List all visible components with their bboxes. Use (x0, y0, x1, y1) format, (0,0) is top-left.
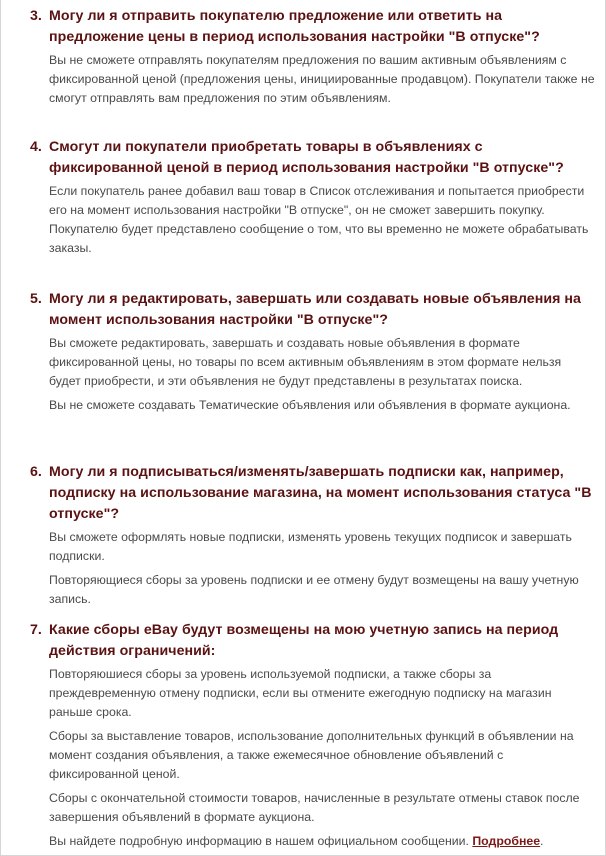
faq-number: 7. (30, 622, 42, 638)
faq-final-text: Вы найдете подробную информацию в нашем официальном сообщении. (49, 834, 469, 848)
faq-number: 3. (30, 8, 42, 24)
faq-answer: Повторяющиеся сборы за уровень подписки и ее отмену будут возмещены на вашу учетную запись. (49, 573, 579, 606)
faq-item-3 (1, 6, 605, 108)
more-info-link[interactable]: Подробнее (472, 834, 541, 848)
faq-answer: Вы сможете оформлять новые подписки, изменять уровень текущих подписок и завершать подписки. (49, 530, 572, 563)
faq-question: Могу ли я подписываться/изменять/завершать подписки как, например, подписку на использование магазина, на момент использования статуса "В отпуске"? (49, 464, 592, 522)
faq-answer: Вы не сможете отправлять покупателям предложения по вашим активным объявлениям с фиксированной ценой (предложения цены, инициированные продавцом). Покупатели также не смогут отправлять вам предложения по этим объявлениям. (49, 53, 595, 105)
faq-answer: Сборы за выставление товаров, использование дополнительных функций в объявлении на момент создания объявления, а также ежемесячное обновление объявлений с фиксированной ценой. (49, 729, 574, 781)
faq-answer: Повторяюшиеся сборы за уровень используемой подписки, а также сборы за преждевременную отмену подписки, если вы отмените ежегодную подписку на магазин раньше срока. (49, 667, 552, 719)
faq-number: 5. (30, 291, 42, 307)
faq-item-4 (1, 137, 605, 258)
faq-question: Могу ли я редактировать, завершать или создавать новые объявления на момент использования настройки "В отпуске"? (49, 291, 581, 328)
faq-question: Какие сборы eBay будут возмещены на мою учетную запись на период действия ограничений: (49, 622, 559, 659)
faq-number: 6. (30, 464, 42, 480)
faq-answer: Если покупатель ранее добавил ваш товар в Список отслеживания и попытается приобрести его на момент использования настройки "В отпуске", он не сможет завершить покупку. Покупателю будет представлено сообщение о том, что вы временно не можете обрабатывать заказы. (49, 184, 589, 255)
faq-number: 4. (30, 139, 42, 155)
faq-item-5 (1, 289, 605, 415)
faq-question: Смогут ли покупатели приобретать товары в объявлениях с фиксированной ценой в период использования настройки "В отпуске"? (49, 139, 564, 176)
link-suffix: . (540, 834, 544, 848)
faq-final-note (49, 832, 595, 851)
faq-item-6 (1, 462, 605, 609)
faq-answer: Вы сможете редактировать, завершать и создавать новые объявления в формате фиксированной цены, но товары по всем активным объявлениям в этом формате нельзя будет приобрести, и эти объявления не будут представлены в результатах поиска. (49, 336, 562, 388)
faq-answer: Вы не сможете создавать Тематические объявления или объявления в формате аукциона. (49, 398, 571, 412)
faq-item-7 (1, 620, 605, 851)
faq-question: Могу ли я отправить покупателю предложение или ответить на предложение цены в период использования настройки "В отпуске"? (49, 8, 540, 45)
faq-answer: Сборы с окончательной стоимости товаров, начисленные в результате отмены ставок после завершения объявлений в формате аукциона. (49, 791, 580, 824)
